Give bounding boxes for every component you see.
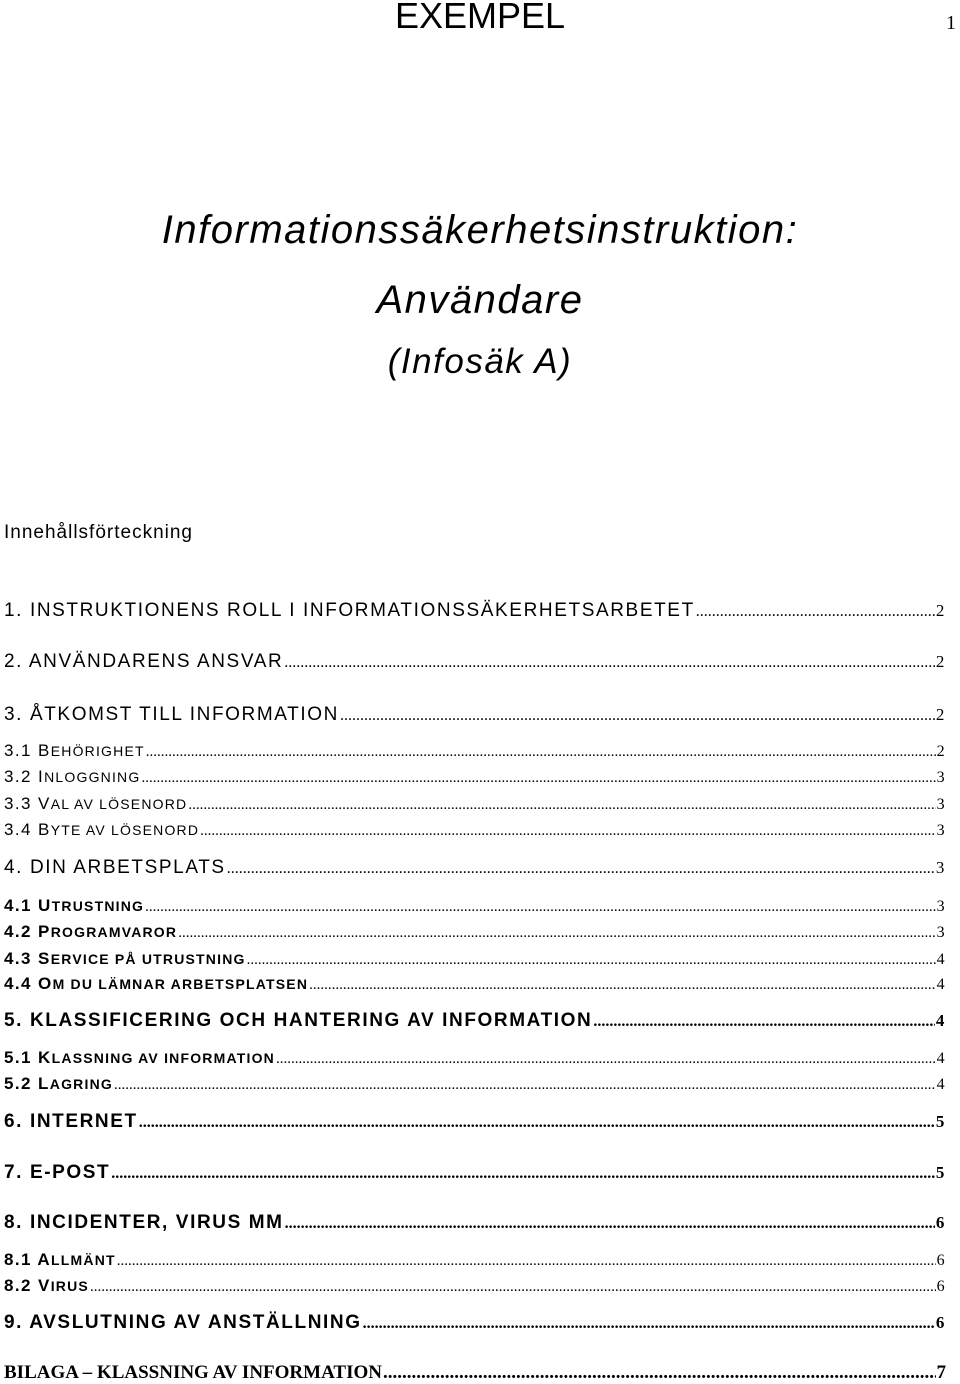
toc-entry-8-1[interactable] — [4, 1250, 946, 1270]
toc-entry-3-4[interactable] — [4, 820, 946, 840]
exempel-stamp: EXEMPEL — [394, 0, 566, 36]
toc-page-number: 2 — [935, 705, 946, 724]
toc-entry-label: 8.2 VIRUS — [4, 1276, 89, 1295]
toc-page-number: 3 — [936, 796, 946, 813]
toc-entry-8-2[interactable] — [4, 1276, 946, 1296]
toc-page-number: 4 — [936, 951, 946, 968]
toc-entry-label: 8. INCIDENTER, VIRUS MM — [4, 1212, 284, 1233]
leader-dots — [276, 1051, 936, 1068]
leader-dots — [200, 823, 935, 840]
title-line-3: (Infosäk A) — [387, 342, 573, 381]
toc-entry-5-2[interactable] — [4, 1074, 946, 1094]
toc-entry-label: 3.1 BEHÖRIGHET — [4, 741, 145, 760]
page-number: 1 — [946, 12, 956, 34]
leader-dots — [90, 1279, 936, 1296]
leader-dots — [309, 977, 935, 994]
toc-entry-3-3[interactable] — [4, 794, 946, 814]
toc-entry-6[interactable] — [4, 1111, 946, 1133]
toc-page-number: 2 — [935, 601, 946, 620]
toc-entry-label: 5.1 KLASSNING AV INFORMATION — [4, 1048, 275, 1067]
toc-entry-3-1[interactable] — [4, 741, 946, 761]
toc-entry-3-2[interactable] — [4, 767, 946, 787]
toc-entry-label: 8.1 ALLMÄNT — [4, 1250, 116, 1269]
toc-entry-4-2[interactable] — [4, 922, 946, 942]
toc-entry-4-3[interactable] — [4, 949, 946, 969]
title-line-1: Informationssäkerhetsinstruktion: — [161, 208, 799, 252]
toc-entry-label: 7. E-POST — [4, 1162, 111, 1183]
leader-dots — [285, 1215, 935, 1233]
leader-dots — [247, 952, 936, 969]
toc-heading: Innehållsförteckning — [4, 522, 193, 543]
toc-entry-appendix[interactable] — [4, 1362, 946, 1384]
toc-entry-label: 9. AVSLUTNING AV ANSTÄLLNING — [4, 1312, 362, 1333]
leader-dots — [284, 654, 935, 672]
toc-page-number: 7 — [936, 1362, 946, 1383]
toc-page-number: 2 — [935, 652, 946, 671]
leader-dots — [227, 860, 935, 878]
toc-entry-label: 5. KLASSIFICERING OCH HANTERING AV INFORMATION — [4, 1010, 593, 1031]
toc-page-number: 4 — [936, 1050, 946, 1067]
toc-entry-label: 4.4 OM DU LÄMNAR ARBETSPLATSEN — [4, 974, 309, 993]
leader-dots — [145, 899, 935, 916]
toc-entry-7[interactable] — [4, 1162, 946, 1184]
toc-page-number: 3 — [936, 924, 946, 941]
toc-entry-1[interactable] — [4, 600, 946, 622]
toc-entry-label: 1. INSTRUKTIONENS ROLL I INFORMATIONSSÄKERHETSARBETET — [4, 600, 695, 621]
toc-entry-3[interactable] — [4, 704, 946, 726]
toc-page-number: 3 — [936, 822, 946, 839]
leader-dots — [141, 770, 935, 787]
toc-entry-4[interactable] — [4, 857, 946, 879]
toc-page-number: 6 — [935, 1213, 946, 1232]
leader-dots — [593, 1013, 935, 1031]
toc-entry-label: 3. ÅTKOMST TILL INFORMATION — [4, 704, 339, 725]
toc-page-number: 5 — [935, 1163, 946, 1182]
leader-dots — [696, 603, 935, 621]
leader-dots — [363, 1315, 935, 1333]
leader-dots — [114, 1077, 936, 1094]
toc-entry-5[interactable] — [4, 1010, 946, 1032]
leader-dots — [340, 707, 935, 725]
leader-dots — [146, 744, 936, 761]
toc-entry-5-1[interactable] — [4, 1048, 946, 1068]
toc-page-number: 6 — [936, 1252, 946, 1269]
toc-entry-label: 3.2 INLOGGNING — [4, 767, 141, 786]
toc-entry-label: 2. ANVÄNDARENS ANSVAR — [4, 651, 284, 672]
toc-page-number: 4 — [936, 976, 946, 993]
leader-dots — [111, 1165, 935, 1183]
toc-entry-label: 6. INTERNET — [4, 1111, 138, 1132]
toc-entry-label: 3.3 VAL AV LÖSENORD — [4, 794, 188, 813]
toc-entry-label: 4.2 PROGRAMVAROR — [4, 922, 178, 941]
toc-entry-4-4[interactable] — [4, 974, 946, 994]
toc-entry-label: 4. DIN ARBETSPLATS — [4, 857, 226, 878]
toc-entry-label: BILAGA – KLASSNING AV INFORMATION — [4, 1362, 382, 1383]
toc-entry-label: 3.4 BYTE AV LÖSENORD — [4, 820, 200, 839]
leader-dots — [139, 1114, 935, 1132]
leader-dots — [383, 1362, 936, 1384]
toc-page-number: 4 — [935, 1011, 946, 1030]
toc-entry-4-1[interactable] — [4, 896, 946, 916]
toc-entry-label: 4.1 UTRUSTNING — [4, 896, 145, 915]
toc-entry-9[interactable] — [4, 1312, 946, 1334]
toc-entry-2[interactable] — [4, 651, 946, 673]
toc-page-number: 2 — [936, 743, 946, 760]
toc-page-number: 5 — [935, 1112, 946, 1131]
title-line-2: Användare — [376, 278, 584, 322]
toc-page-number: 6 — [936, 1278, 946, 1295]
toc-page-number: 6 — [935, 1313, 946, 1332]
leader-dots — [188, 797, 935, 814]
toc-page-number: 4 — [936, 1076, 946, 1093]
leader-dots — [178, 925, 935, 942]
toc-page-number: 3 — [936, 769, 946, 786]
toc-entry-label: 4.3 SERVICE PÅ UTRUSTNING — [4, 949, 246, 968]
toc-entry-8[interactable] — [4, 1212, 946, 1234]
toc-page-number: 3 — [936, 898, 946, 915]
leader-dots — [117, 1253, 936, 1270]
toc-entry-label: 5.2 LAGRING — [4, 1074, 113, 1093]
toc-page-number: 3 — [935, 858, 946, 877]
